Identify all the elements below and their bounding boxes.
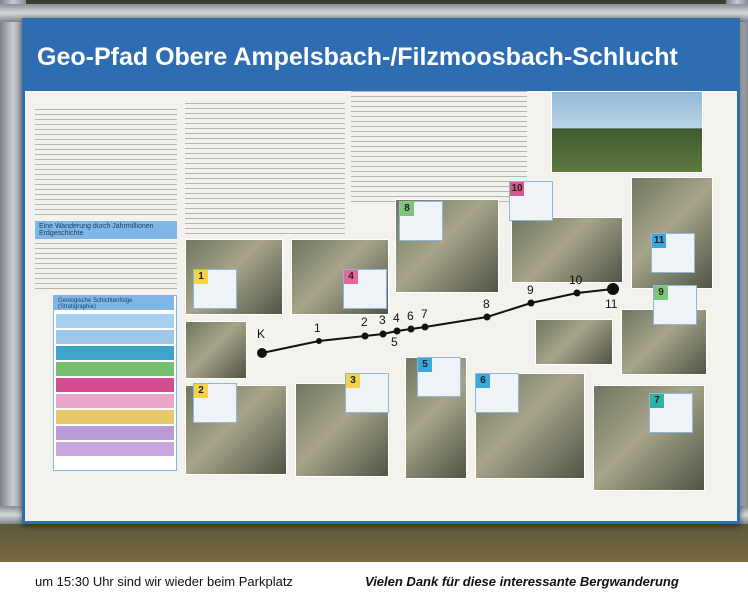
station-badge: 2 — [194, 384, 208, 398]
caption-left: um 15:30 Uhr sind wir wieder beim Parkplatz — [35, 574, 293, 589]
route-dot — [362, 333, 369, 340]
route-map — [25, 21, 737, 521]
route-dot — [408, 326, 415, 333]
station-badge: 10 — [511, 183, 523, 194]
section-heading: Eine Wanderung durch Jahrmillionen Erdgeschichte — [35, 221, 177, 239]
table-heading: Geologische Schichtenfolge (Stratigraphie) — [54, 296, 174, 310]
board-title: Geo-Pfad Obere Ampelsbach-/Filzmoosbach-Schlucht — [37, 43, 678, 71]
route-end-dot — [607, 283, 619, 295]
station-badge: 1 — [194, 270, 208, 284]
route-label-start: K — [257, 327, 266, 341]
route-dot — [422, 324, 429, 331]
route-start-dot — [257, 348, 267, 358]
station-badge: 9 — [654, 286, 668, 300]
station-badge: 6 — [476, 374, 490, 388]
station-badge: 11 — [653, 235, 665, 246]
route-label-6: 6 — [407, 309, 414, 323]
route-label-10: 10 — [569, 273, 583, 287]
route-label-1: 1 — [314, 321, 321, 335]
station-badge: 3 — [346, 374, 360, 388]
route-label-11: 11 — [605, 297, 618, 311]
route-label-7: 7 — [421, 307, 428, 321]
route-label-5: 5 — [391, 335, 398, 349]
route-label-2: 2 — [361, 315, 368, 329]
station-badge: 5 — [418, 358, 432, 372]
route-label-9: 9 — [527, 283, 534, 297]
station-badge: 8 — [400, 202, 414, 216]
route-dot — [394, 328, 401, 335]
route-label-4: 4 — [393, 311, 400, 325]
route-dot — [574, 290, 581, 297]
station-badge: 7 — [650, 394, 664, 408]
route-dot — [484, 314, 491, 321]
station-badge: 4 — [344, 270, 358, 284]
ground — [0, 524, 748, 562]
route-label-8: 8 — [483, 297, 490, 311]
caption-bar — [0, 562, 748, 600]
route-dot — [380, 331, 387, 338]
route-dot — [528, 300, 535, 307]
route-dot — [316, 338, 322, 344]
caption-right: Vielen Dank für diese interessante Bergwanderung — [365, 574, 679, 589]
route-label-3: 3 — [379, 313, 386, 327]
info-board — [22, 18, 740, 524]
